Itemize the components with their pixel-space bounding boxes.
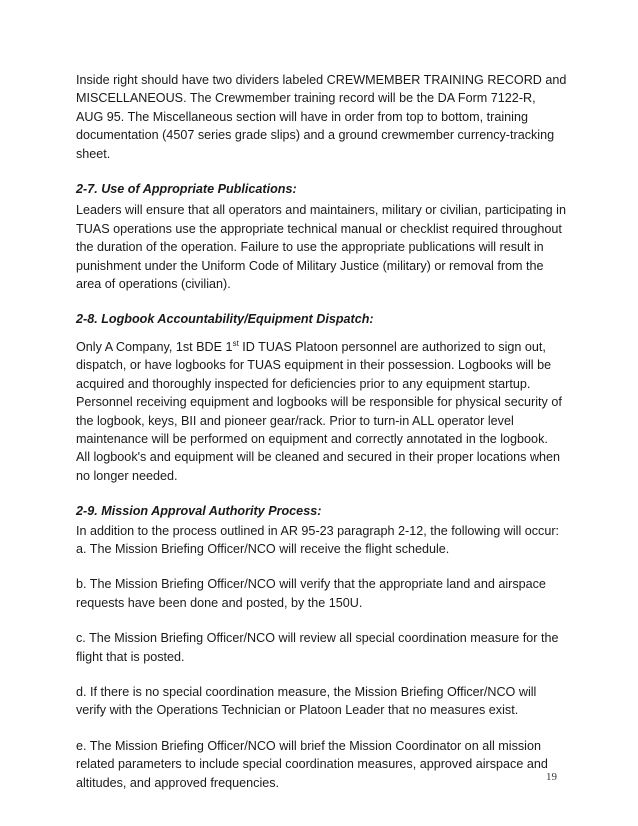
- body-line: area of operations (civilian).: [76, 277, 231, 292]
- intro-line: documentation (4507 series grade slips) and a ground crewmember currency-tracking: [76, 128, 555, 143]
- body-line: the logbook, keys, BII and pioneer gear/rack. Prior to turn-in ALL operator level: [76, 413, 514, 428]
- body-line: Personnel receiving equipment and logbooks will be responsible for physical security of: [76, 395, 562, 410]
- body-line: b. The Mission Briefing Officer/NCO will verify that the appropriate land and airspace: [76, 577, 546, 592]
- section-heading: 2-9. Mission Approval Authority Process:: [76, 504, 322, 519]
- body-line: TUAS operations use the appropriate technical manual or checklist required throughout: [76, 221, 562, 236]
- intro-line: Inside right should have two dividers labeled CREWMEMBER TRAINING RECORD and: [76, 73, 567, 87]
- body-line: flight that is posted.: [76, 649, 185, 664]
- body-line: c. The Mission Briefing Officer/NCO will review all special coordination measure for the: [76, 631, 559, 646]
- body-line: punishment under the Uniform Code of Military Justice (military) or removal from the: [76, 258, 544, 273]
- body-line: a. The Mission Briefing Officer/NCO will receive the flight schedule.: [76, 541, 450, 556]
- list-item-c: [76, 629, 570, 666]
- body-line: related parameters to include special coordination measures, approved airspace and: [76, 757, 548, 772]
- body-line: acquired and thoroughly inspected for deficiencies prior to any equipment startup.: [76, 376, 531, 391]
- body-line: dispatch, or have logbooks for TUAS equipment in their possession. Logbooks will be: [76, 358, 552, 373]
- section-2-9: [76, 502, 570, 792]
- body-line: the duration of the operation. Failure to use the appropriate publications will result in: [76, 240, 544, 255]
- body-line: All logbook's and equipment will be cleaned and secured in their proper locations when: [76, 450, 561, 465]
- body-line: Only A Company, 1st BDE 1st ID TUAS Platoon personnel are authorized to sign out,: [76, 338, 546, 354]
- body-line: verify with the Operations Technician or Platoon Leader that no measures exist.: [76, 703, 519, 718]
- body-line: Leaders will ensure that all operators and maintainers, military or civilian, participating in: [76, 203, 566, 218]
- list-item-d: [76, 683, 570, 720]
- section-2-7: [76, 180, 570, 293]
- section-intro: [76, 522, 570, 559]
- section-heading: 2-7. Use of Appropriate Publications:: [76, 182, 297, 197]
- page-number: 19: [546, 771, 557, 783]
- body-line: maintenance will be performed on equipment and correctly annotated in the logbook.: [76, 431, 548, 446]
- section-heading: 2-8. Logbook Accountability/Equipment Dispatch:: [76, 312, 374, 327]
- superscript: st: [232, 338, 239, 348]
- body-line: In addition to the process outlined in AR 95-23 paragraph 2-12, the following will occur:: [76, 523, 560, 538]
- body-line: requests have been done and posted, by the 150U.: [76, 595, 363, 610]
- body-line: no longer needed.: [76, 468, 178, 483]
- intro-paragraph: [76, 71, 570, 163]
- body-line: e. The Mission Briefing Officer/NCO will brief the Mission Coordinator on all mission: [76, 738, 541, 753]
- section-2-8: [76, 310, 570, 485]
- intro-line: MISCELLANEOUS. The Crewmember training record will be the DA Form 7122-R,: [76, 91, 536, 106]
- list-item-b: [76, 575, 570, 612]
- section-body: [76, 338, 570, 485]
- list-item-e: [76, 737, 570, 792]
- body-line: d. If there is no special coordination measure, the Mission Briefing Officer/NCO will: [76, 684, 537, 699]
- document-page: [76, 71, 570, 792]
- intro-line: AUG 95. The Miscellaneous section will have in order from top to bottom, training: [76, 109, 528, 124]
- intro-line: sheet.: [76, 146, 111, 161]
- section-body: [76, 201, 570, 293]
- body-line: altitudes, and approved frequencies.: [76, 775, 280, 790]
